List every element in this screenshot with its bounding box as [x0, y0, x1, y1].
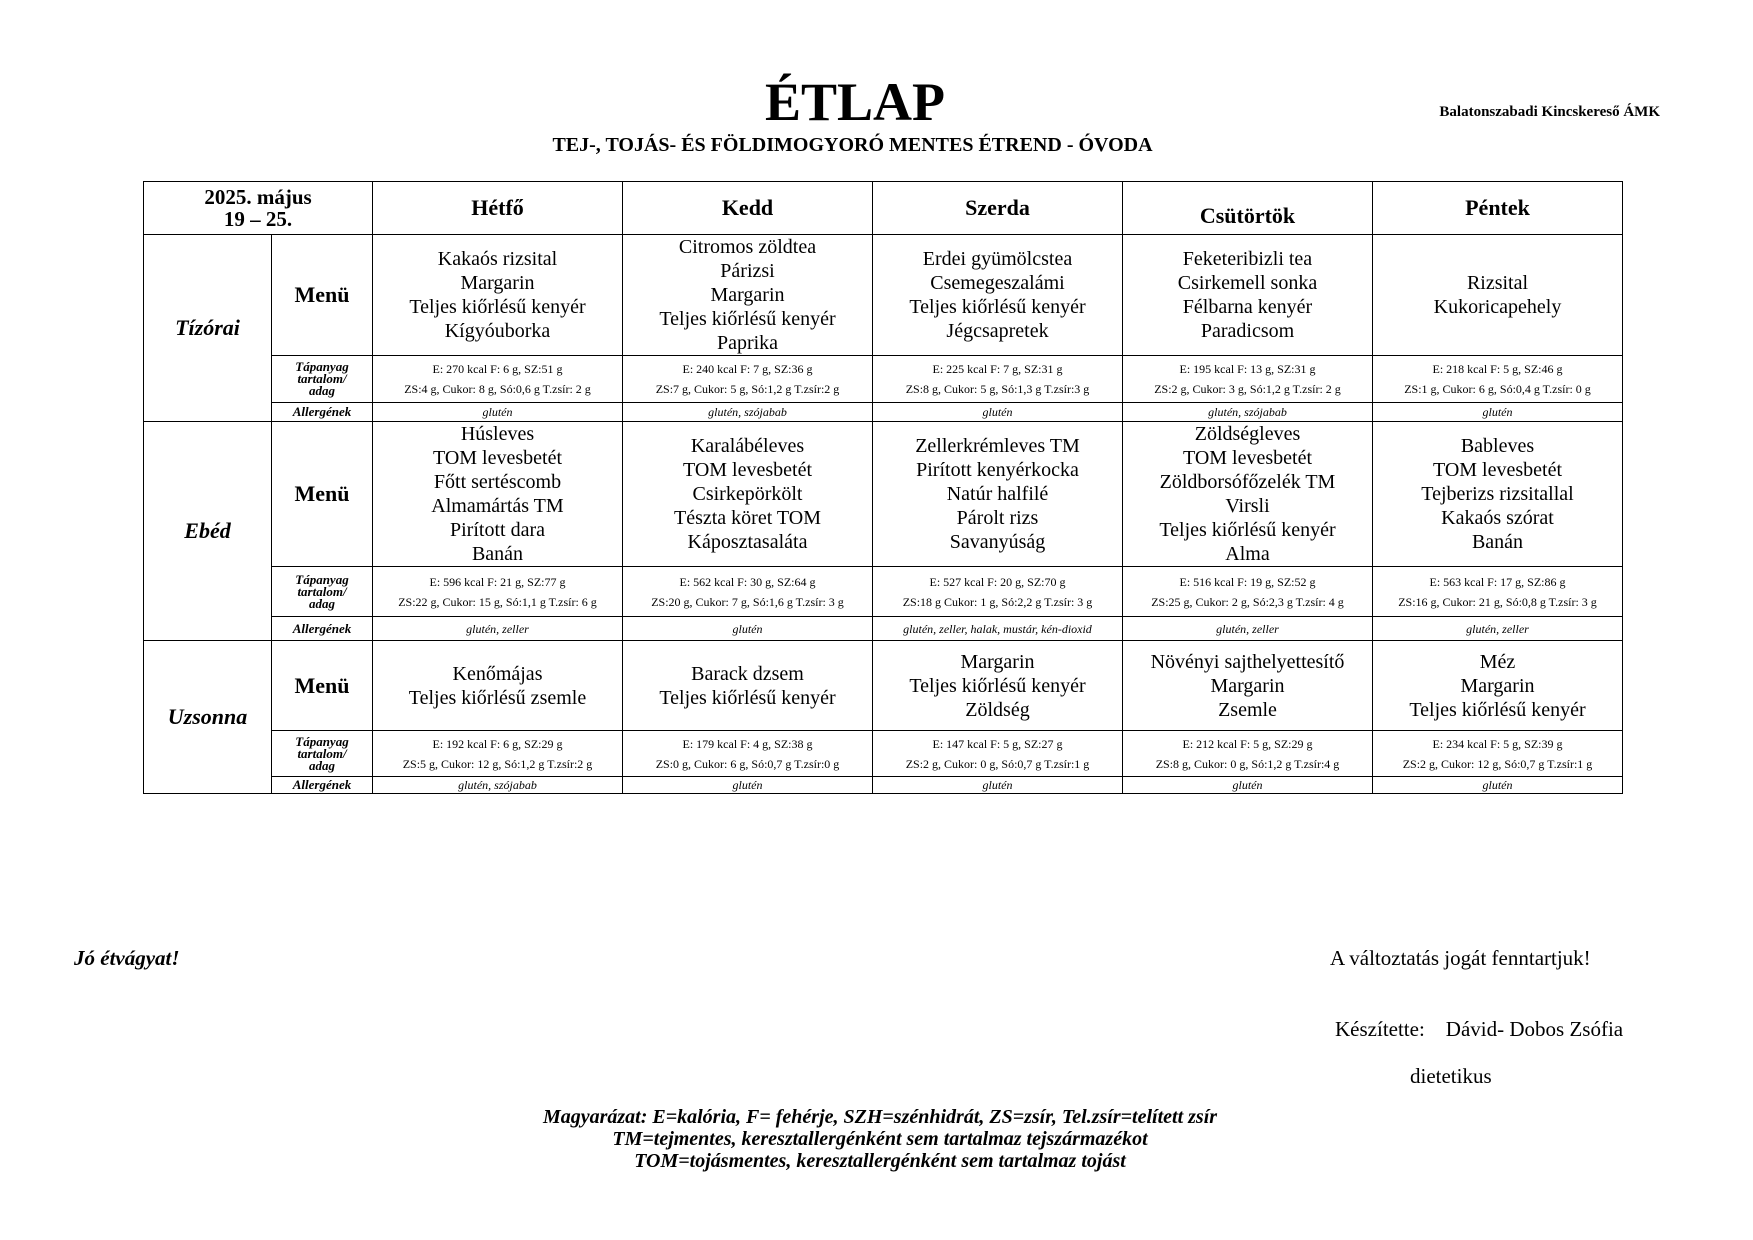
nutrition-energy-line: E: 212 kcal F: 5 g, SZ:29 g	[1182, 736, 1313, 751]
uzsonna-menu-cell	[1123, 641, 1373, 731]
menu-item: Margarin	[710, 284, 785, 306]
table-header-row	[144, 182, 1623, 235]
menu-item: Almamártás TM	[431, 495, 564, 517]
menu-item: TOM levesbetét	[432, 447, 563, 469]
menu-item: Főtt sertéscomb	[433, 471, 562, 493]
nutrition-detail-line: ZS:18 g Cukor: 1 g, Só:2,2 g T.zsír: 3 g	[902, 594, 1093, 609]
menu-item: Húsleves	[460, 423, 535, 445]
tizorai-allergen-cell: glutén	[1373, 403, 1623, 422]
nutrition-detail-line: ZS:25 g, Cukor: 2 g, Só:2,3 g T.zsír: 4 g	[1151, 594, 1344, 609]
nutrition-detail-line: ZS:22 g, Cukor: 15 g, Só:1,1 g T.zsír: 6 g	[398, 594, 597, 609]
menu-item: Virsli	[1225, 495, 1270, 517]
tizorai-nutrition-row	[144, 356, 1623, 403]
menu-item: Margarin	[1210, 674, 1285, 697]
tizorai-nutrition-cell	[623, 356, 873, 403]
ebed-menu-cell	[623, 422, 873, 567]
nutrition-energy-line: E: 563 kcal F: 17 g, SZ:86 g	[1429, 574, 1566, 589]
nutrition-label-line: Tápanyag	[295, 359, 349, 374]
uzsonna-allergen-cell: glutén	[1373, 777, 1623, 794]
menu-item: Kígyóuborka	[444, 320, 551, 342]
legend	[0, 1106, 1753, 1172]
author-line: Készítette: Dávid- Dobos Zsófia	[1335, 1017, 1624, 1041]
day-header-monday: Hétfő	[373, 182, 623, 235]
menu-item: Citromos zöldtea	[678, 236, 817, 258]
menu-item: Párizsi	[720, 260, 775, 282]
nutrition-detail-line: ZS:8 g, Cukor: 5 g, Só:1,3 g T.zsír:3 g	[905, 382, 1090, 396]
menu-item: Barack dzsem	[691, 662, 804, 685]
menu-item: Teljes kiőrlésű kenyér	[909, 674, 1086, 697]
ebed-nutrition-cell	[873, 567, 1123, 617]
ebed-allergen-cell: glutén	[623, 617, 873, 641]
tizorai-allergen-cell: glutén, szójabab	[1123, 403, 1373, 422]
tizorai-menu-cell	[373, 235, 623, 356]
menu-item: Zellerkrémleves TM	[915, 435, 1080, 457]
day-header-thursday: Csütörtök	[1123, 182, 1373, 235]
tizorai-menu-cell	[1373, 235, 1623, 356]
legend-line-tm: TM=tejmentes, keresztallergénként sem tartalmaz tejszármazékot	[612, 1128, 1148, 1150]
nutrition-detail-line: ZS:2 g, Cukor: 12 g, Só:0,7 g T.zsír:1 g	[1402, 756, 1593, 771]
menu-item: Jégcsapretek	[946, 320, 1049, 342]
tizorai-allergen-cell: glutén	[873, 403, 1123, 422]
ebed-allergen-cell: glutén, zeller	[1123, 617, 1373, 641]
uzsonna-menu-cell	[1373, 641, 1623, 731]
menu-item: Csemegeszalámi	[930, 272, 1065, 294]
menu-item: Tejberizs rizsitallal	[1421, 483, 1574, 505]
menu-item: TOM levesbetét	[1182, 447, 1313, 469]
menu-item: Natúr halfilé	[946, 483, 1049, 505]
menu-item: Erdei gyümölcstea	[922, 248, 1073, 270]
ebed-nutrition-row	[144, 567, 1623, 617]
nutrition-energy-line: E: 562 kcal F: 30 g, SZ:64 g	[679, 574, 816, 589]
uzsonna-allergen-label: Allergének	[272, 777, 373, 794]
uzsonna-nutrition-cell	[873, 731, 1123, 777]
menu-item: Teljes kiőrlésű kenyér	[409, 296, 586, 318]
uzsonna-allergen-row	[144, 777, 1623, 794]
nutrition-energy-line: E: 270 kcal F: 6 g, SZ:51 g	[432, 362, 563, 376]
menu-item: Tészta köret TOM	[673, 507, 821, 529]
uzsonna-nutrition-label	[272, 731, 373, 777]
tizorai-nutrition-cell	[1123, 356, 1373, 403]
uzsonna-nutrition-row	[144, 731, 1623, 777]
menu-item: Paradicsom	[1200, 320, 1295, 342]
legend-line-abbreviations: Magyarázat: E=kalória, F= fehérje, SZH=szénhidrát, ZS=zsír, Tel.zsír=telített zsír	[542, 1106, 1218, 1128]
menu-table-body	[144, 182, 1623, 794]
ebed-allergen-row	[144, 617, 1623, 641]
nutrition-energy-line: E: 195 kcal F: 13 g, SZ:31 g	[1179, 362, 1316, 376]
menu-item: Kukoricapehely	[1433, 296, 1562, 318]
uzsonna-allergen-cell: glutén	[873, 777, 1123, 794]
menu-item: Párolt rizs	[956, 507, 1039, 529]
menu-item: Teljes kiőrlésű kenyér	[1159, 519, 1336, 541]
uzsonna-nutrition-cell	[623, 731, 873, 777]
date-days: 19 – 25.	[223, 207, 293, 231]
menu-item: Bableves	[1460, 435, 1535, 457]
uzsonna-menu-cell	[873, 641, 1123, 731]
nutrition-detail-line: ZS:7 g, Cukor: 5 g, Só:1,2 g T.zsír:2 g	[655, 382, 840, 396]
ebed-nutrition-cell	[1123, 567, 1373, 617]
menu-item: Zöldborsófőzelék TM	[1159, 471, 1336, 493]
menu-item: Kenőmájas	[452, 662, 543, 685]
menu-item: Teljes kiőrlésű kenyér	[909, 296, 1086, 318]
uzsonna-nutrition-cell	[373, 731, 623, 777]
tizorai-menu-cell	[873, 235, 1123, 356]
day-header-tuesday: Kedd	[623, 182, 873, 235]
uzsonna-nutrition-cell	[1373, 731, 1623, 777]
ebed-menu-row	[144, 422, 1623, 567]
day-header-wednesday: Szerda	[873, 182, 1123, 235]
tizorai-allergen-cell: glutén, szójabab	[623, 403, 873, 422]
ebed-allergen-cell: glutén, zeller	[373, 617, 623, 641]
tizorai-nutrition-cell	[1373, 356, 1623, 403]
menu-item: Pirított kenyérkocka	[916, 459, 1079, 481]
menu-item: TOM levesbetét	[682, 459, 813, 481]
ebed-menu-cell	[1373, 422, 1623, 567]
nutrition-label-line: adag	[309, 595, 335, 611]
ebed-nutrition-cell	[623, 567, 873, 617]
tizorai-nutrition-label	[272, 356, 373, 403]
menu-item: Teljes kiőrlésű kenyér	[659, 308, 836, 330]
menu-item: TOM levesbetét	[1432, 459, 1563, 481]
uzsonna-menu-label: Menü	[272, 641, 373, 731]
menu-item: Teljes kiőrlésű kenyér	[1409, 698, 1586, 721]
ebed-menu-label: Menü	[272, 422, 373, 567]
menu-item: Savanyúság	[949, 531, 1046, 553]
ebed-allergen-cell: glutén, zeller, halak, mustár, kén-dioxid	[873, 617, 1123, 641]
menu-item: Kakaós szórat	[1441, 507, 1554, 529]
nutrition-label-line: adag	[309, 383, 335, 398]
menu-item: Teljes kiőrlésű zsemle	[408, 686, 587, 709]
ebed-nutrition-cell	[1373, 567, 1623, 617]
menu-item: Teljes kiőrlésű kenyér	[659, 686, 836, 709]
ebed-nutrition-label	[272, 567, 373, 617]
menu-item: Csirkemell sonka	[1177, 272, 1318, 294]
nutrition-label-line: tartalom/	[297, 371, 347, 386]
ebed-allergen-cell: glutén, zeller	[1373, 617, 1623, 641]
menu-item: Félbarna kenyér	[1182, 296, 1313, 318]
nutrition-energy-line: E: 527 kcal F: 20 g, SZ:70 g	[929, 574, 1066, 589]
nutrition-detail-line: ZS:2 g, Cukor: 3 g, Só:1,2 g T.zsír: 2 g	[1154, 382, 1341, 396]
menu-item: Karalábéleves	[690, 435, 805, 457]
legend-line-tom: TOM=tojásmentes, keresztallergénként sem tartalmaz tojást	[634, 1150, 1126, 1172]
tizorai-nutrition-cell	[373, 356, 623, 403]
tizorai-menu-cell	[623, 235, 873, 356]
nutrition-energy-line: E: 240 kcal F: 7 g, SZ:36 g	[682, 362, 813, 376]
uzsonna-nutrition-cell	[1123, 731, 1373, 777]
uzsonna-menu-cell	[373, 641, 623, 731]
tizorai-allergen-cell: glutén	[373, 403, 623, 422]
nutrition-energy-line: E: 147 kcal F: 5 g, SZ:27 g	[932, 736, 1063, 751]
nutrition-energy-line: E: 225 kcal F: 7 g, SZ:31 g	[932, 362, 1063, 376]
ebed-menu-cell	[873, 422, 1123, 567]
nutrition-detail-line: ZS:8 g, Cukor: 0 g, Só:1,2 g T.zsír:4 g	[1155, 756, 1340, 771]
nutrition-detail-line: ZS:0 g, Cukor: 6 g, Só:0,7 g T.zsír:0 g	[655, 756, 840, 771]
nutrition-energy-line: E: 218 kcal F: 5 g, SZ:46 g	[1432, 362, 1563, 376]
uzsonna-allergen-cell: glutén	[1123, 777, 1373, 794]
nutrition-label-line: Tápanyag	[295, 571, 349, 587]
menu-item: Kakaós rizsital	[437, 248, 558, 270]
menu-table	[143, 181, 1623, 794]
menu-item: Feketeribizli tea	[1182, 248, 1313, 270]
tizorai-allergen-label: Allergének	[272, 403, 373, 422]
author-role: dietetikus	[1410, 1064, 1492, 1088]
uzsonna-meal-name: Uzsonna	[144, 641, 272, 794]
menu-item: Margarin	[460, 272, 535, 294]
ebed-allergen-label: Allergének	[272, 617, 373, 641]
menu-item: Zöldségleves	[1194, 423, 1301, 445]
nutrition-label-line: tartalom/	[297, 583, 347, 599]
organization-name: Balatonszabadi Kincskereső ÁMK	[1439, 104, 1660, 120]
date-range-cell	[144, 182, 373, 235]
menu-item: Növényi sajthelyettesítő	[1150, 650, 1345, 673]
nutrition-detail-line: ZS:2 g, Cukor: 0 g, Só:0,7 g T.zsír:1 g	[905, 756, 1090, 771]
change-notice: A változtatás jogát fenntartjuk!	[1330, 946, 1591, 970]
uzsonna-menu-cell	[623, 641, 873, 731]
nutrition-detail-line: ZS:5 g, Cukor: 12 g, Só:1,2 g T.zsír:2 g	[402, 756, 593, 771]
nutrition-label-line: Tápanyag	[295, 733, 349, 749]
nutrition-detail-line: ZS:20 g, Cukor: 7 g, Só:1,6 g T.zsír: 3 g	[651, 594, 844, 609]
ebed-menu-cell	[1123, 422, 1373, 567]
uzsonna-allergen-cell: glutén, szójabab	[373, 777, 623, 794]
menu-item: Csirkepörkölt	[692, 483, 803, 505]
page-subtitle: TEJ-, TOJÁS- ÉS FÖLDIMOGYORÓ MENTES ÉTREND - ÓVODA	[552, 134, 1153, 156]
date-month: 2025. május	[204, 185, 312, 209]
menu-item: Rizsital	[1466, 272, 1529, 294]
greeting-text: Jó étvágyat!	[74, 946, 180, 970]
menu-item: Paprika	[716, 332, 779, 354]
nutrition-energy-line: E: 234 kcal F: 5 g, SZ:39 g	[1432, 736, 1563, 751]
nutrition-detail-line: ZS:4 g, Cukor: 8 g, Só:0,6 g T.zsír: 2 g	[404, 382, 591, 396]
tizorai-allergen-row	[144, 403, 1623, 422]
tizorai-menu-label: Menü	[272, 235, 373, 356]
menu-item: Banán	[1471, 531, 1524, 553]
page-title: ÉTLAP	[764, 72, 946, 132]
nutrition-detail-line: ZS:16 g, Cukor: 21 g, Só:0,8 g T.zsír: 3 g	[1398, 594, 1597, 609]
ebed-meal-name: Ebéd	[144, 422, 272, 641]
menu-item: Zöldség	[965, 698, 1030, 721]
nutrition-label-line: adag	[309, 757, 335, 773]
menu-item: Margarin	[1460, 674, 1535, 697]
menu-item: Alma	[1225, 543, 1270, 565]
menu-item: Margarin	[960, 650, 1035, 673]
tizorai-meal-name: Tízórai	[144, 235, 272, 422]
ebed-nutrition-cell	[373, 567, 623, 617]
menu-item: Pirított dara	[450, 519, 545, 541]
nutrition-label-line: tartalom/	[297, 745, 347, 761]
tizorai-menu-cell	[1123, 235, 1373, 356]
nutrition-energy-line: E: 516 kcal F: 19 g, SZ:52 g	[1179, 574, 1316, 589]
nutrition-detail-line: ZS:1 g, Cukor: 6 g, Só:0,4 g T.zsír: 0 g	[1404, 382, 1591, 396]
nutrition-energy-line: E: 179 kcal F: 4 g, SZ:38 g	[682, 736, 813, 751]
nutrition-energy-line: E: 192 kcal F: 6 g, SZ:29 g	[432, 736, 563, 751]
day-header-friday: Péntek	[1373, 182, 1623, 235]
uzsonna-allergen-cell: glutén	[623, 777, 873, 794]
nutrition-energy-line: E: 596 kcal F: 21 g, SZ:77 g	[429, 574, 566, 589]
ebed-menu-cell	[373, 422, 623, 567]
menu-item: Méz	[1479, 650, 1516, 673]
tizorai-menu-row	[144, 235, 1623, 356]
menu-item: Káposztasaláta	[687, 531, 808, 553]
menu-item: Zsemle	[1218, 698, 1277, 721]
tizorai-nutrition-cell	[873, 356, 1123, 403]
menu-item: Banán	[471, 543, 524, 565]
uzsonna-menu-row	[144, 641, 1623, 731]
